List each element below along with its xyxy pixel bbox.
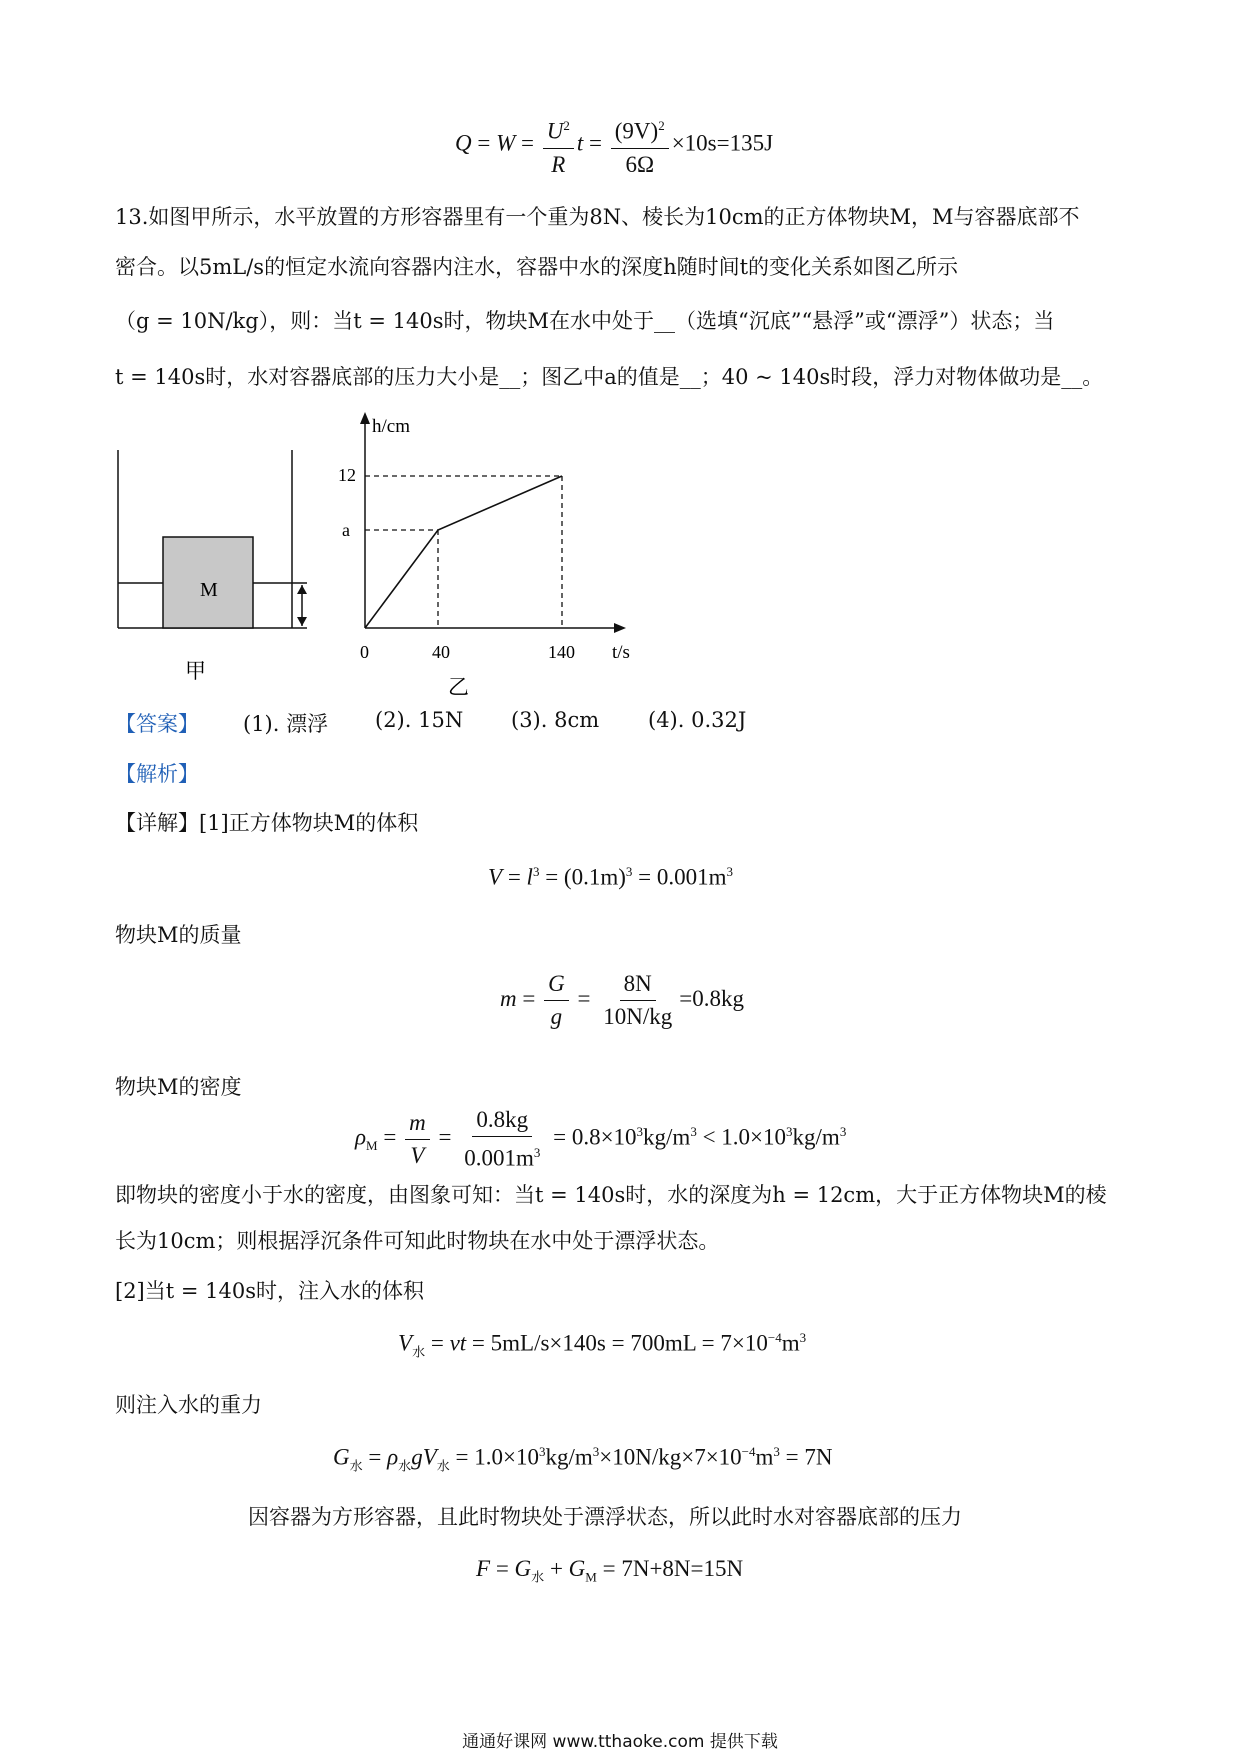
figure-jia-caption: 甲 — [185, 659, 206, 680]
x-tick-40: 40 — [432, 642, 450, 662]
equation-volume: $V = l^3 = (0.1m)^3 = 0.001m^3$ — [488, 864, 733, 890]
block-m-label: M — [200, 579, 218, 601]
y-tick-12: 12 — [338, 465, 356, 485]
answer-item-3: (3). 8cm — [511, 708, 600, 732]
figure-yi-caption: 乙 — [448, 675, 469, 698]
answer-tag: 【答案】 — [115, 712, 199, 736]
analysis-p4b: 长为10cm；则根据浮沉条件可知此时物块在水中处于漂浮状态。 — [115, 1229, 720, 1253]
analysis-tag: 【解析】 — [115, 762, 199, 786]
equation-density: $\rho_M$ = $\frac{m}{V}$ = $\frac{0.8kg}{0.001m^3}$ = $0.8\times 10^3kg/m^3 < 1.0\times 10^3kg/m^3$ — [355, 1107, 847, 1171]
equation-pressure-force: $F = G_水 + G_M = 7N+8N=15N$ — [476, 1556, 744, 1585]
analysis-p6: 则注入水的重力 — [115, 1393, 262, 1417]
footer-source: 通通好课网 www.tthaoke.com 提供下载 — [462, 1732, 778, 1752]
series-line — [365, 476, 562, 628]
y-axis-label: h/cm — [372, 416, 410, 437]
answer-item-1: (1). 漂浮 — [243, 712, 329, 736]
analysis-p7: 因容器为方形容器，且此时物块处于漂浮状态，所以此时水对容器底部的压力 — [248, 1505, 962, 1529]
equation-water-volume: $V_水$ = vt = $5mL/s\times 140s = 700mL = 7\times 10^{-4}m^3$ — [398, 1330, 807, 1360]
equation-water-weight: $G_水 = \rho_水gV_水 = 1.0\times 10^3kg/m^3\times 10N/kg\times 7\times 10^{-4}m^3 = 7N$ — [333, 1444, 833, 1474]
detail-tag: 【详解】 — [115, 811, 199, 835]
x-tick-140: 140 — [548, 642, 575, 662]
answer-item-4: (4). 0.32J — [648, 708, 747, 732]
answer-item-2: (2). 15N — [375, 708, 464, 732]
analysis-p2: 物块M的质量 — [115, 923, 242, 947]
figure-container-diagram — [100, 440, 330, 680]
question-line-3: （g = 10N/kg），则：当t = 140s时，物块M在水中处于__（选填“沉底”“悬浮”或“漂浮”）状态；当 — [115, 309, 1055, 333]
equation-joule-heat: Q = W = $\frac{U^2}{R}$ t = $\frac{(9V)^2}{6\Omega}$ ×10s=135J — [455, 112, 773, 179]
x-tick-0: 0 — [360, 642, 369, 662]
analysis-p5: [2]当t = 140s时，注入水的体积 — [115, 1279, 424, 1303]
question-line-4: t = 140s时，水对容器底部的压力大小是__；图乙中a的值是__；40 ~ 140s时段，浮力对物体做功是__。 — [115, 365, 1104, 389]
analysis-p1: 【详解】[1]正方体物块M的体积 — [115, 811, 419, 835]
question-line-2: 密合。以5mL/s的恒定水流向容器内注水，容器中水的深度h随时间t的变化关系如图乙所示 — [115, 255, 959, 279]
analysis-p3: 物块M的密度 — [115, 1075, 242, 1099]
equation-mass: m = $\frac{G}{g}$ = $\frac{8N}{10N/kg}$ =0.8kg — [500, 971, 744, 1029]
analysis-p4a: 即物块的密度小于水的密度，由图象可知：当t = 140s时，水的深度为h = 12cm，大于正方体物块M的棱 — [115, 1183, 1107, 1207]
figure-depth-time-graph — [330, 408, 660, 698]
question-line-1: 13.如图甲所示，水平放置的方形容器里有一个重为8N、棱长为10cm的正方体物块M，M与容器底部不 — [115, 205, 1080, 229]
y-tick-a: a — [342, 520, 350, 540]
x-axis-label: t/s — [612, 642, 630, 663]
